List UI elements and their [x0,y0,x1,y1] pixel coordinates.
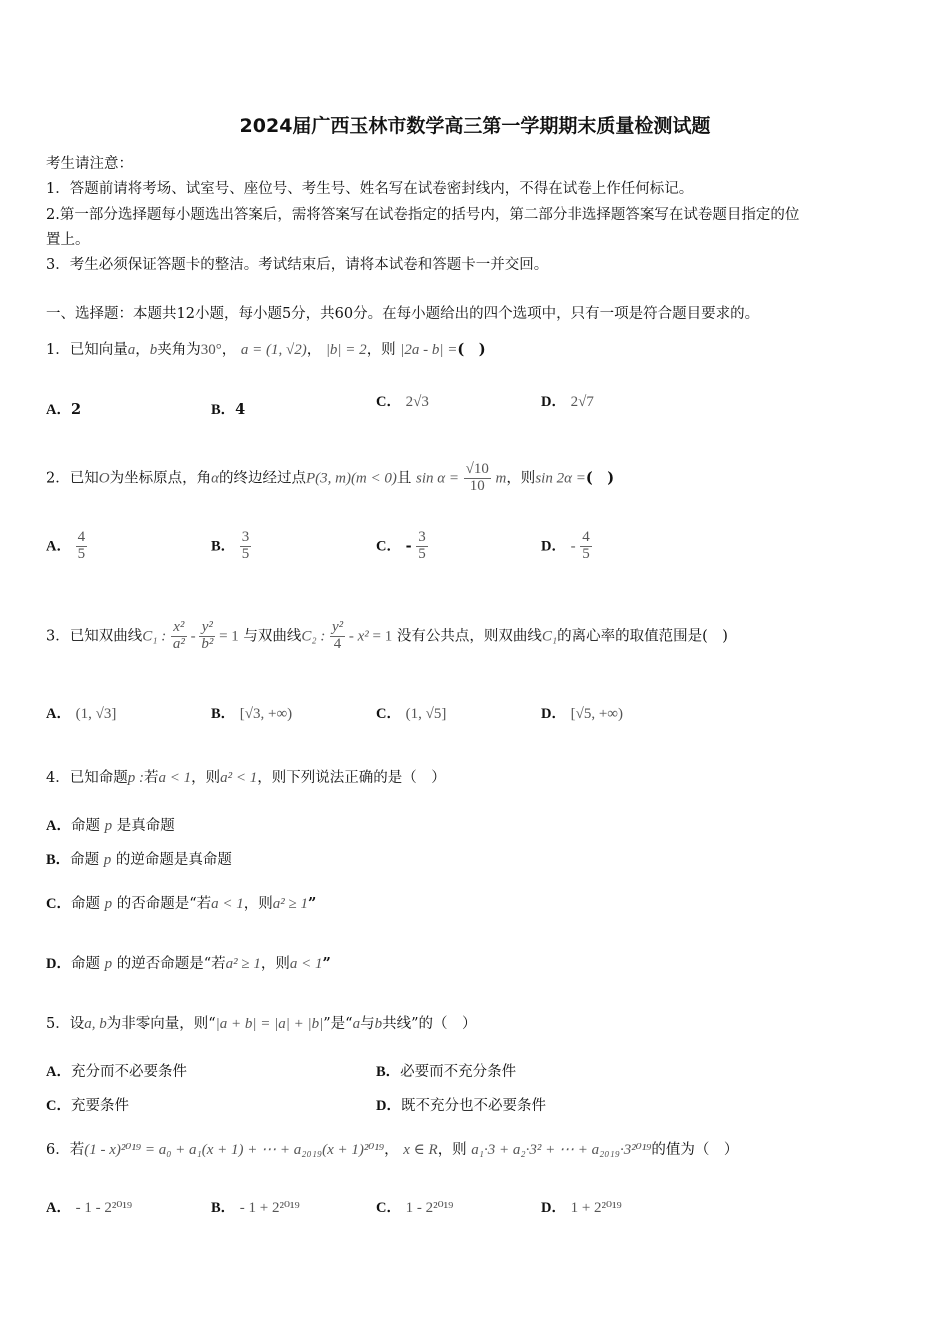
question-1: 1．已知向量a，b夹角为30°， a = (1, √2)， |b| = 2，则 |2a - b| =( ) [46,341,486,358]
q6-option-d[interactable]: D． 1 + 2²⁰¹⁹ [541,1200,622,1216]
notice-heading: 考生请注意： [46,156,133,172]
q2-option-c[interactable]: C． - $\frac{3}{5}$ [376,529,426,562]
q3-option-c[interactable]: C． (1, √5] [376,706,447,722]
q1-option-d[interactable]: D． 2√7 [541,394,594,410]
q2-option-b[interactable]: B． $\frac{3}{5}$ [211,529,250,562]
q4-option-c[interactable]: C．命题 p 的否命题是“若a < 1，则a² ≥ 1” [46,895,317,912]
section-heading: 一、选择题：本题共12小题，每小题5分，共60分。在每小题给出的四个选项中，只有一项是符合题目要求的。 [46,306,760,322]
q5-option-d[interactable]: D．既不充分也不必要条件 [376,1098,546,1114]
notice-item-1: 1．答题前请将考场、试室号、座位号、考生号、姓名写在试卷密封线内，不得在试卷上作任何标记。 [46,181,694,197]
q6-option-a[interactable]: A． - 1 - 2²⁰¹⁹ [46,1200,133,1216]
q3-option-a[interactable]: A． (1, √3] [46,706,117,722]
q6-option-b[interactable]: B． - 1 + 2²⁰¹⁹ [211,1200,300,1216]
question-3: 3．已知双曲线C₁ : $\frac{\text{x²}}{\text{a²}}$ - $\frac{\text{y²}}{\text{b²}}$ = 1 与双曲线C₂ : $\frac{\text{y²}}{4}$ - x² = 1 没有公共点，则双曲线C₁的离心率的取值范围是( ) [46,619,728,652]
q3-option-b[interactable]: B． [√3, +∞) [211,706,293,722]
notice-item-2: 2.第一部分选择题每小题选出答案后，需将答案写在试卷指定的括号内，第二部分非选择题答案写在试卷题目指定的位 [46,207,800,223]
q5-option-c[interactable]: C．充要条件 [46,1098,129,1114]
q4-option-a[interactable]: A．命题 p 是真命题 [46,818,175,834]
q5-option-b[interactable]: B．必要而不充分条件 [376,1064,517,1080]
notice-item-3: 3．考生必须保证答题卡的整洁。考试结束后，请将本试卷和答题卡一并交回。 [46,257,549,273]
q1-option-b[interactable]: B．4 [211,401,246,418]
notice-item-2-cont: 置上。 [46,232,90,248]
question-5: 5．设a, b为非零向量，则“|a + b| = |a| + |b|”是“a与b共线”的（ ） [46,1016,477,1032]
q2-option-d[interactable]: D． - $\frac{4}{5}$ [541,529,590,562]
question-4: 4．已知命题p :若a < 1，则a² < 1，则下列说法正确的是（ ） [46,770,446,786]
q4-option-d[interactable]: D．命题 p 的逆否命题是“若a² ≥ 1，则a < 1” [46,955,331,972]
page-title: 2024届广西玉林市数学高三第一学期期末质量检测试题 [239,115,711,137]
q3-option-d[interactable]: D． [√5, +∞) [541,706,623,722]
q1-option-a[interactable]: A．2 [46,401,82,418]
q5-option-a[interactable]: A．充分而不必要条件 [46,1064,187,1080]
q4-option-b[interactable]: B．命题 p 的逆命题是真命题 [46,852,232,868]
q2-option-a[interactable]: A． $\frac{4}{5}$ [46,529,86,562]
question-2: 2．已知O为坐标原点，角α的终边经过点P(3, m)(m < 0)且 sin α = $\frac{√10}{10}$ m，则sin 2α =( ) [46,461,615,494]
q1-option-c[interactable]: C． 2√3 [376,394,429,410]
question-6: 6．若(1 - x)²⁰¹⁹ = a₀ + a₁(x + 1) + ⋯ + a₂₀₁₉(x + 1)²⁰¹⁹， x ∈ R，则 a₁·3 + a₂·3² + ⋯ + a₂₀₁₉·3²⁰¹⁹的值为（ ） [46,1142,739,1158]
q6-option-c[interactable]: C． 1 - 2²⁰¹⁹ [376,1200,454,1216]
